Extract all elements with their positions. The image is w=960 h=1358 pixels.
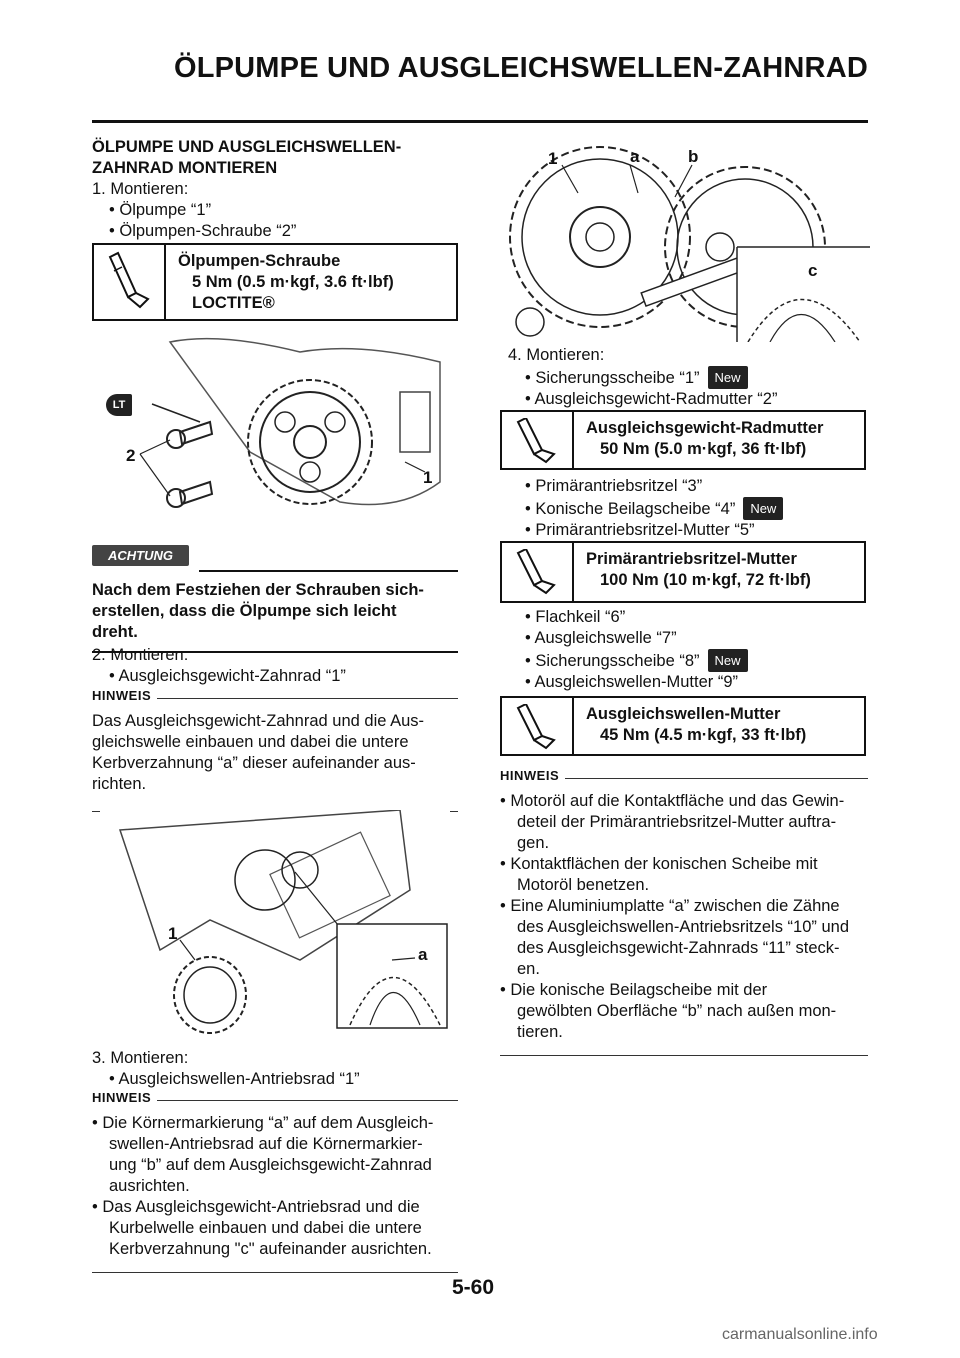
spec-name: Ausgleichsgewicht-Radmutter (586, 419, 824, 437)
torque-wrench-icon (502, 412, 574, 468)
figure-callout: b (688, 147, 699, 166)
note-2: HINWEIS • Die Körnermarkierung “a” auf dem Ausgleich- swellen-Antriebsrad auf die Körnermarkier- ung “b” auf dem Ausgleichsgewicht-Zahnrad ausrichten. • Das Ausgleichsgewicht-Antriebsrad und die Kurbelwelle einbauen und dabei die untere Kerbverzahnung "c" aufeinander ausrichten. (92, 1090, 458, 1273)
figure-drive-gears (500, 137, 870, 342)
spec-name: Ausgleichswellen-Mutter (586, 705, 781, 723)
spec-box-oilpump-bolt (92, 243, 458, 321)
figure-oil-pump (100, 332, 450, 532)
page-header-title: ÖLPUMPE UND AUSGLEICHSWELLEN-ZAHNRAD (173, 52, 868, 84)
spec-value: 50 Nm (5.0 m·kgf, 36 ft·lbf) (600, 440, 807, 458)
figure-callout: 2 (126, 446, 136, 465)
items-b: • Primärantriebsritzel “3” • Konische Beilagscheibe “4” New • Primärantriebsritzel-Mutter “5” (508, 476, 783, 541)
step-3-item: • Ausgleichswellen-Antriebsrad “1” (109, 1070, 360, 1088)
torque-wrench-icon (502, 698, 574, 754)
figure-callout: a (630, 147, 640, 166)
new-badge: New (708, 649, 748, 672)
spec-box-balancer-shaft-nut (500, 696, 866, 756)
figure-callout: a (418, 945, 428, 964)
spec-extra: LOCTITE® (192, 294, 275, 312)
spec-name: Primärantriebsritzel-Mutter (586, 550, 797, 568)
step-3: 3. Montieren: • Ausgleichswellen-Antriebsrad “1” (92, 1049, 360, 1088)
step-2-item: • Ausgleichsgewicht-Zahnrad “1” (109, 667, 346, 685)
figure-callout: 1 (548, 149, 558, 168)
new-badge: New (743, 497, 783, 520)
step-1-item: • Ölpumpe “1” (109, 201, 212, 219)
spec-value: 5 Nm (0.5 m·kgf, 3.6 ft·lbf) (192, 273, 394, 291)
items-c: • Flachkeil “6” • Ausgleichswelle “7” • Sicherungsscheibe “8” New • Ausgleichswellen-Mutter “9” (508, 607, 748, 693)
section-title: ÖLPUMPE UND AUSGLEICHSWELLEN- ZAHNRAD MONTIEREN (92, 138, 402, 177)
header-rule (92, 120, 868, 123)
loctite-icon: LT (106, 394, 132, 416)
note-3: HINWEIS • Motoröl auf die Kontaktfläche und das Gewin- deteil der Primärantriebsritzel-Mutter auftra- gen. • Kontaktflächen der konischen Scheibe mit Motoröl benetzen. • Eine Aluminiumplatte “a” zwischen die Zähne des Ausgleichswellen-Antriebsritzels “10” und des Ausgleichsgewicht-Zahnrads “11” steck- en. • Die konische Beilagscheibe mit der gewölbten Oberfläche “b” nach außen mon- tieren. (500, 768, 868, 1056)
page-number: 5-60 (452, 1276, 495, 1299)
figure-balancer-gear (100, 810, 450, 1035)
new-badge: New (708, 366, 748, 389)
caution-label: ACHTUNG (92, 545, 189, 566)
torque-wrench-icon (502, 543, 574, 601)
figure-callout: 1 (423, 468, 433, 487)
spec-value: 45 Nm (4.5 m·kgf, 33 ft·lbf) (600, 726, 807, 744)
spec-name: Ölpumpen-Schraube (178, 252, 341, 270)
figure-callout: c (808, 261, 818, 280)
spec-box-primary-nut (500, 541, 866, 603)
spec-box-balancer-nut (500, 410, 866, 470)
caution-block: ACHTUNG Nach dem Festziehen der Schrauben sich- erstellen, dass die Ölpumpe sich leicht dreht. (92, 545, 458, 653)
step-4-item: • Ausgleichsgewicht-Radmutter “2” (525, 390, 778, 408)
step-1: 1. Montieren: • Ölpumpe “1” • Ölpumpen-Schraube “2” (92, 180, 297, 240)
figure-callout: 1 (168, 924, 178, 943)
step-4-item: • Sicherungsscheibe “1” New (508, 366, 777, 389)
watermark: carmanualsonline.info (722, 1326, 878, 1343)
spec-value: 100 Nm (10 m·kgf, 72 ft·lbf) (600, 571, 811, 589)
step-1-item: • Ölpumpen-Schraube “2” (109, 222, 297, 240)
step-2: 2. Montieren: • Ausgleichsgewicht-Zahnrad “1” (92, 646, 346, 685)
step-4: 4. Montieren: • Sicherungsscheibe “1” New • Ausgleichsgewicht-Radmutter “2” (508, 346, 778, 408)
note-1: HINWEIS Das Ausgleichsgewicht-Zahnrad und die Aus- gleichswelle einbauen und dabei die untere Kerbverzahnung “a” dieser aufeinander aus- richten. (92, 688, 458, 812)
torque-wrench-icon (94, 245, 166, 319)
